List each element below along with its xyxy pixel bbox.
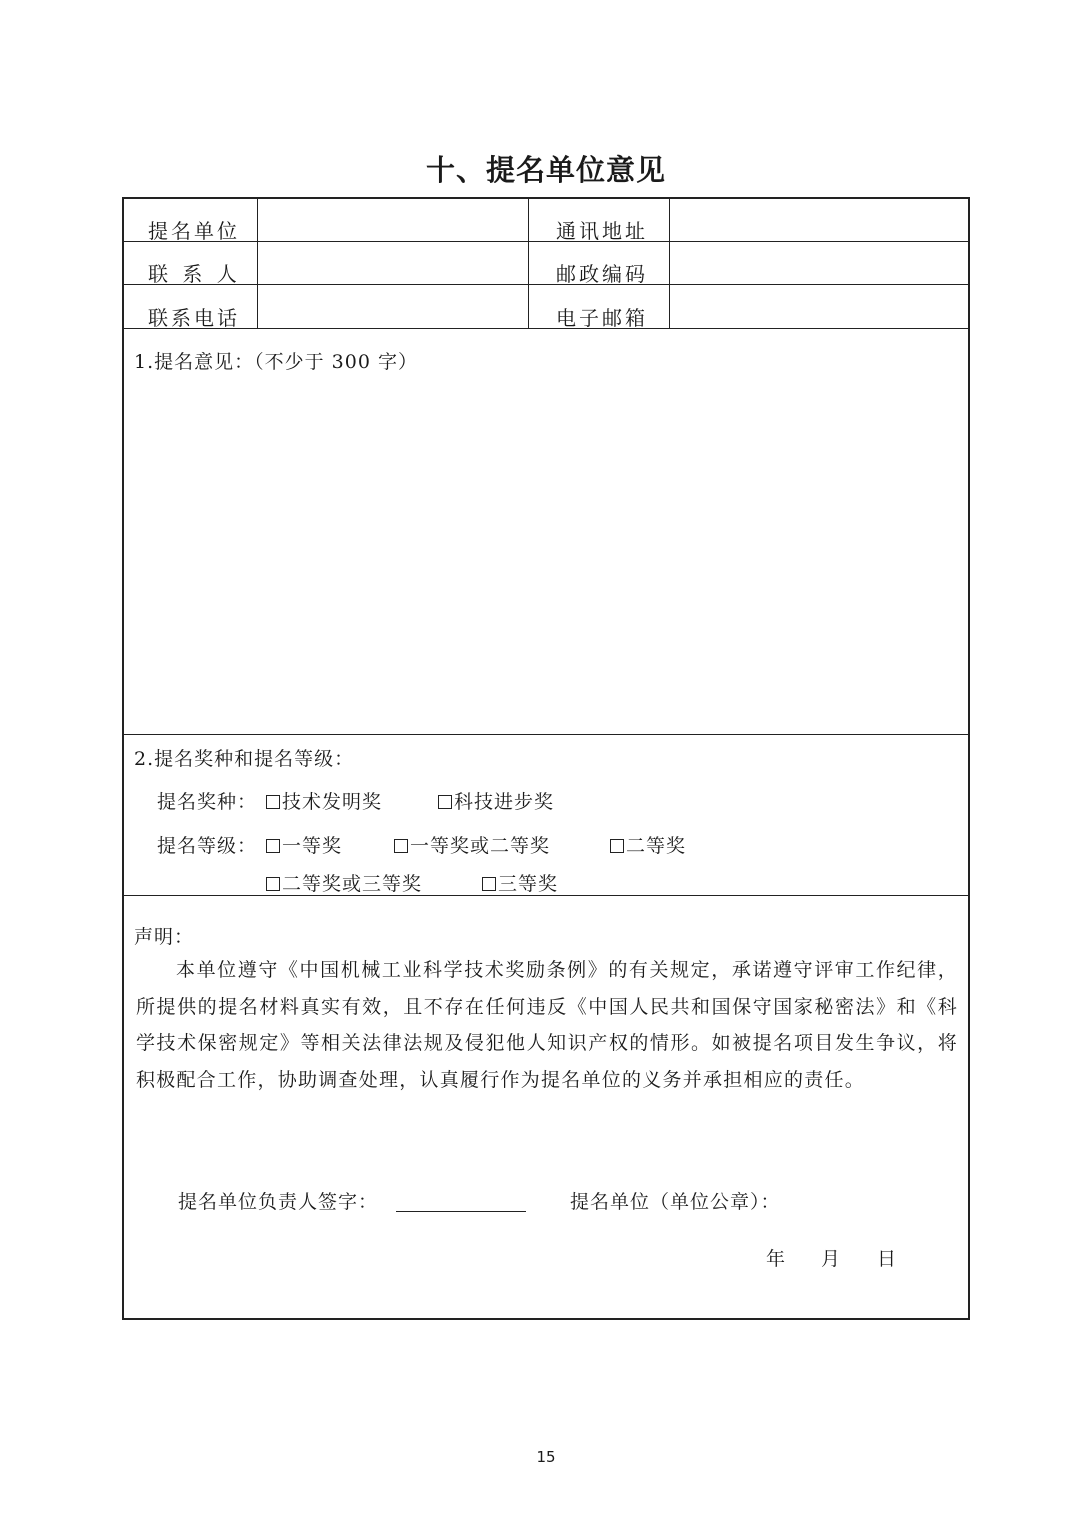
section-divider bbox=[124, 734, 968, 735]
page-number: 15 bbox=[536, 1448, 556, 1466]
signature-line[interactable] bbox=[396, 1211, 526, 1212]
row-divider bbox=[124, 328, 968, 329]
declaration-body: 本单位遵守《中国机械工业科学技术奖励条例》的有关规定，承诺遵守评审工作纪律，所提供的提名材料真实有效，且不存在任何违反《中国人民共和国保守国家秘密法》和《科学技术保密规定》等相关法律法规及侵犯他人知识产权的情形。如被提名项目发生争议，将积极配合工作，协助调查处理，认真履行作为提名单位的义务并承担相应的责任。 bbox=[136, 959, 958, 1091]
award-type-label: 提名奖种： bbox=[157, 791, 258, 813]
checkbox-icon[interactable] bbox=[266, 795, 280, 809]
checkbox-icon[interactable] bbox=[394, 839, 408, 853]
option-label: 一等奖或二等奖 bbox=[410, 835, 551, 857]
option-first-or-second-prize[interactable] bbox=[394, 831, 550, 858]
phone-field[interactable] bbox=[260, 287, 526, 326]
option-first-prize[interactable] bbox=[266, 831, 342, 858]
option-label: 二等奖 bbox=[626, 835, 687, 857]
option-label: 一等奖 bbox=[282, 835, 343, 857]
option-label: 三等奖 bbox=[498, 873, 559, 895]
column-divider bbox=[528, 199, 529, 328]
phone-label: 联系电话 bbox=[148, 306, 240, 330]
award-heading: 2.提名奖种和提名等级： bbox=[134, 748, 355, 770]
opinion-textarea[interactable] bbox=[126, 379, 968, 731]
contact-person-field[interactable] bbox=[260, 244, 526, 282]
contact-person-label: 联 系 人 bbox=[148, 262, 241, 286]
checkbox-icon[interactable] bbox=[482, 877, 496, 891]
address-field[interactable] bbox=[672, 201, 966, 239]
option-technical-invention[interactable] bbox=[266, 787, 382, 814]
checkbox-icon[interactable] bbox=[610, 839, 624, 853]
address-label: 通讯地址 bbox=[556, 219, 648, 243]
date-month: 月 bbox=[821, 1248, 842, 1270]
seal-label: 提名单位（单位公章）： bbox=[570, 1191, 781, 1213]
email-label: 电子邮箱 bbox=[556, 306, 648, 330]
option-second-prize[interactable] bbox=[610, 831, 686, 858]
checkbox-icon[interactable] bbox=[438, 795, 452, 809]
postal-code-label: 邮政编码 bbox=[556, 262, 648, 286]
date-year: 年 bbox=[766, 1248, 787, 1270]
column-divider bbox=[257, 199, 258, 328]
option-third-prize[interactable] bbox=[482, 869, 558, 896]
award-grade-label: 提名等级： bbox=[157, 835, 258, 857]
nominating-unit-field[interactable] bbox=[260, 201, 526, 239]
option-label: 技术发明奖 bbox=[282, 791, 383, 813]
date-day: 日 bbox=[877, 1248, 898, 1270]
nomination-opinion-form bbox=[122, 197, 970, 1320]
opinion-label: 1.提名意见：（不少于 300 字） bbox=[134, 351, 418, 373]
page-title: 十、提名单位意见 bbox=[425, 153, 666, 187]
row-divider bbox=[124, 241, 968, 242]
signature-label: 提名单位负责人签字： bbox=[178, 1191, 379, 1213]
checkbox-icon[interactable] bbox=[266, 877, 280, 891]
checkbox-icon[interactable] bbox=[266, 839, 280, 853]
option-label: 二等奖或三等奖 bbox=[282, 873, 423, 895]
row-divider bbox=[124, 284, 968, 285]
column-divider bbox=[669, 199, 670, 328]
email-field[interactable] bbox=[672, 287, 966, 326]
option-label: 科技进步奖 bbox=[454, 791, 555, 813]
postal-code-field[interactable] bbox=[672, 244, 966, 282]
option-second-or-third-prize[interactable] bbox=[266, 869, 422, 896]
declaration-heading: 声明： bbox=[134, 926, 195, 948]
nominating-unit-label: 提名单位 bbox=[148, 219, 240, 243]
option-scientific-progress[interactable] bbox=[438, 787, 554, 814]
